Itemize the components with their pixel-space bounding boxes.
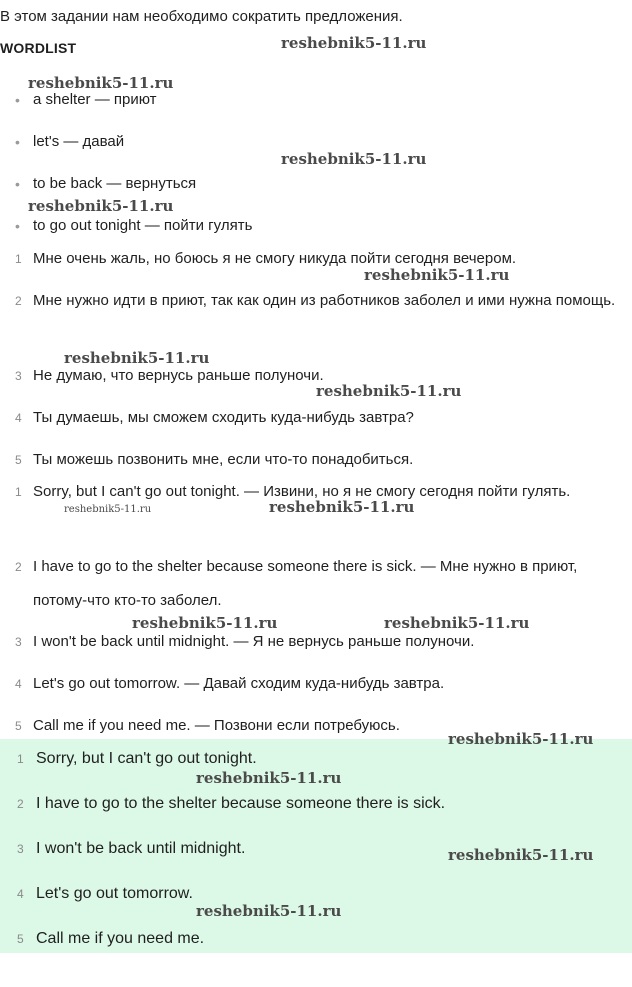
wordlist-text: a shelter — приют [33, 91, 157, 108]
answer-number: 3 [17, 842, 24, 856]
answer-number: 5 [17, 932, 24, 946]
watermark: reshebnik5-11.ru [281, 34, 427, 52]
wordlist-text: to go out tonight — пойти гулять [33, 217, 253, 234]
wordlist-heading: WORDLIST [0, 40, 77, 56]
answer-text: Let's go out tomorrow. [36, 885, 193, 902]
wordlist-text: to be back — вернуться [33, 175, 197, 192]
sentence-number: 2 [15, 294, 22, 308]
answer-number: 1 [17, 752, 24, 766]
sentence-text: Let's go out tomorrow. — Давай сходим куда-нибудь завтра. [33, 675, 445, 692]
watermark: reshebnik5-11.ru [281, 150, 427, 168]
bullet-icon: • [15, 92, 20, 108]
watermark: reshebnik5-11.ru [364, 266, 510, 284]
sentence-number: 3 [15, 635, 22, 649]
sentence-number: 5 [15, 719, 22, 733]
watermark: reshebnik5-11.ru [64, 349, 210, 367]
bullet-icon: • [15, 218, 20, 234]
sentence-text: Мне очень жаль, но боюсь я не смогу никуда пойти сегодня вечером. [33, 250, 517, 267]
watermark: reshebnik5-11.ru [28, 74, 174, 92]
sentence-number: 5 [15, 453, 22, 467]
watermark: reshebnik5-11.ru [448, 730, 594, 748]
sentence-text: Sorry, but I can't go out tonight. — Извини, но я не смогу сегодня пойти гулять. [33, 483, 571, 500]
sentence-text: Call me if you need me. — Позвони если потребуюсь. [33, 717, 400, 734]
watermark: reshebnik5-11.ru [196, 769, 342, 787]
sentence-number: 1 [15, 485, 22, 499]
answer-text: I have to go to the shelter because someone there is sick. [36, 795, 446, 812]
bullet-icon: • [15, 176, 20, 192]
sentence-text: Ты думаешь, мы сможем сходить куда-нибудь завтра? [33, 409, 414, 426]
sentence-text: Ты можешь позвонить мне, если что-то понадобиться. [33, 451, 414, 468]
watermark: reshebnik5-11.ru [28, 197, 174, 215]
watermark: reshebnik5-11.ru [64, 504, 152, 515]
watermark: reshebnik5-11.ru [384, 614, 530, 632]
watermark: reshebnik5-11.ru [132, 614, 278, 632]
bullet-icon: • [15, 134, 20, 150]
answer-text: Sorry, but I can't go out tonight. [36, 750, 257, 767]
sentence-text: I won't be back until midnight. — Я не вернусь раньше полуночи. [33, 633, 475, 650]
intro-text: В этом задании нам необходимо сократить предложения. [0, 8, 403, 25]
answer-number: 4 [17, 887, 24, 901]
answer-number: 2 [17, 797, 24, 811]
watermark: reshebnik5-11.ru [316, 382, 462, 400]
sentence-number: 3 [15, 369, 22, 383]
answer-text: Call me if you need me. [36, 930, 205, 947]
sentence-text: I have to go to the shelter because someone there is sick. — Мне нужно в приют, потому-что кто-то заболел. [33, 558, 578, 609]
watermark: reshebnik5-11.ru [269, 498, 415, 516]
sentence-number: 4 [15, 677, 22, 691]
watermark: reshebnik5-11.ru [196, 902, 342, 920]
sentence-text: Мне нужно идти в приют, так как один из работников заболел и ими нужна помощь. [33, 292, 616, 309]
sentence-number: 1 [15, 252, 22, 266]
sentence-text: Не думаю, что вернусь раньше полуночи. [33, 367, 324, 384]
sentence-number: 4 [15, 411, 22, 425]
sentence-number: 2 [15, 560, 22, 574]
watermark: reshebnik5-11.ru [448, 846, 594, 864]
wordlist-text: let's — давай [33, 133, 125, 150]
answer-text: I won't be back until midnight. [36, 840, 246, 857]
